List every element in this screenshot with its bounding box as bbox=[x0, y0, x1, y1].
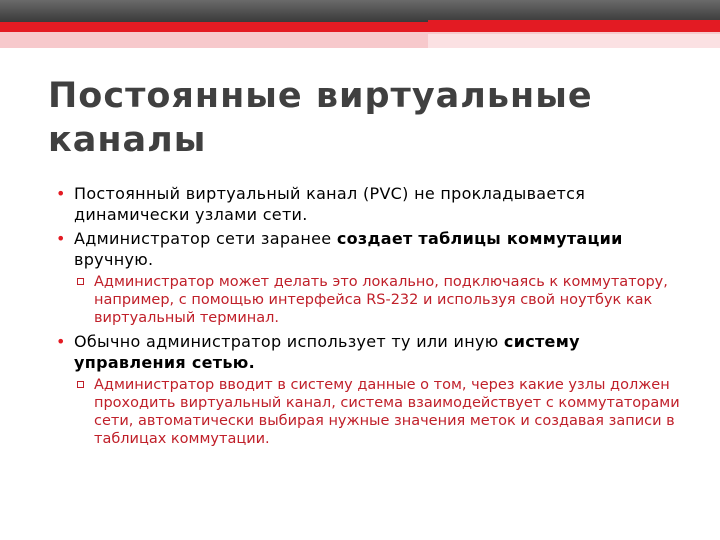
slide-title bbox=[48, 74, 688, 162]
bullet-text-bold: создает таблицы коммутации bbox=[336, 229, 623, 248]
bullet-item-1 bbox=[56, 183, 696, 225]
sub-bullet-text: Администратор может делать это локально, подключаясь к коммутатору, например, с помощью интерфейса RS-232 и используя свой ноутбук как виртуальный терминал. bbox=[94, 274, 668, 326]
bullet-text-post: вручную. bbox=[74, 250, 154, 269]
bullet-dot-icon: • bbox=[56, 229, 66, 248]
bullet-item-3 bbox=[56, 331, 696, 373]
slide-title-line2: каналы bbox=[48, 120, 207, 160]
sub-bullet-text: Администратор вводит в систему данные о том, через какие узлы должен проходить виртуальный канал, система взаимодействует с коммутаторами сети, автоматически выбирая нужные значения меток и создавая записи в таблицах коммутации. bbox=[94, 377, 680, 447]
slide-content bbox=[56, 183, 696, 452]
header-band-pink-accent bbox=[428, 34, 720, 48]
square-bullet-icon bbox=[77, 381, 84, 388]
bullet-text-bold: систему управления сетью. bbox=[74, 332, 580, 372]
slide-title-line1: Постоянные виртуальные bbox=[48, 76, 593, 116]
bullet-text-pre: Обычно администратор использует ту или иную bbox=[74, 332, 504, 351]
sub-bullet-item-2 bbox=[56, 273, 696, 327]
sub-bullet-item-3 bbox=[56, 376, 696, 448]
bullet-text-pre: Администратор сети заранее bbox=[74, 229, 337, 248]
header-band-dark bbox=[0, 0, 720, 22]
square-bullet-icon bbox=[77, 278, 84, 285]
bullet-dot-icon: • bbox=[56, 184, 66, 203]
bullet-item-2 bbox=[56, 228, 696, 270]
bullet-text: Постоянный виртуальный канал (PVC) не прокладывается динамически узлами сети. bbox=[74, 184, 586, 224]
bullet-dot-icon: • bbox=[56, 332, 66, 351]
